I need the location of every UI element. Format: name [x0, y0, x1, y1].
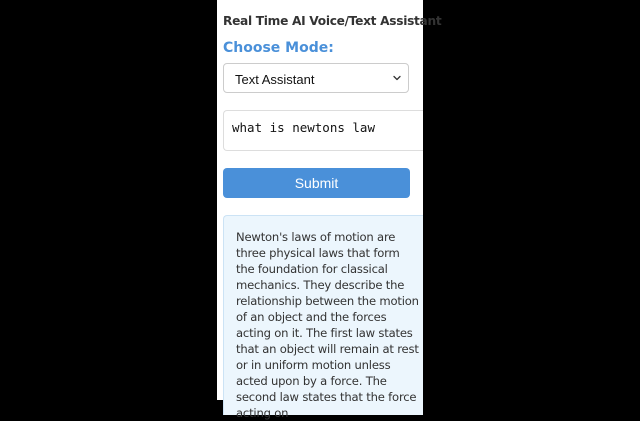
- query-input-value: what is newtons law: [232, 120, 375, 135]
- mode-select-value: Text Assistant: [235, 72, 315, 87]
- page-title: Real Time AI Voice/Text Assistant: [223, 14, 442, 28]
- response-text: Newton's laws of motion are three physical laws that form the foundation for classical mechanics. They describe the relationship between the motion of an object and the forces acting on it. The first law states that an object will remain at rest or in uniform motion unless acted upon by a force. The second law states that the force acting on: [236, 230, 419, 420]
- mode-select[interactable]: [223, 63, 409, 93]
- assistant-panel: [217, 0, 442, 420]
- chevron-down-icon: [392, 73, 402, 83]
- mode-label: Choose Mode:: [223, 40, 334, 56]
- submit-button[interactable]: Submit: [223, 168, 410, 198]
- query-input[interactable]: [223, 110, 423, 151]
- response-box: [223, 215, 423, 420]
